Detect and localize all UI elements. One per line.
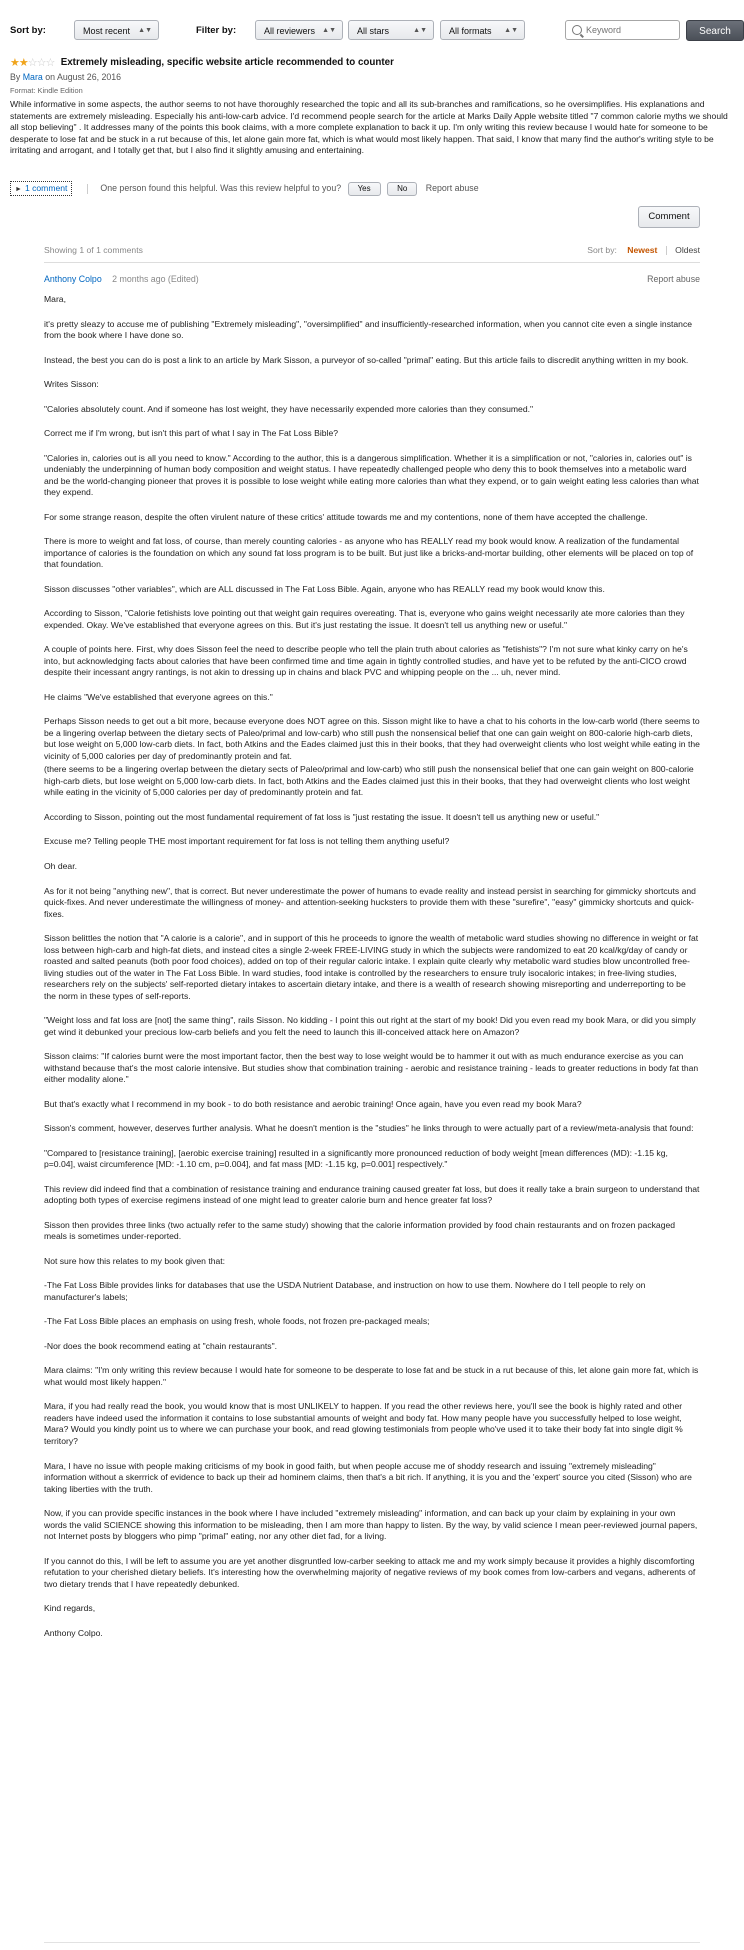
- chevron-updown-icon: ▲▼: [413, 27, 427, 34]
- divider: [666, 246, 667, 255]
- comment-paragraph: There is more to weight and fat loss, of course, than merely counting calories - as anyone who has REALLY read my book would know. A realization of the fundamental importance of calories is the foundation on which any sound fat loss program is to be built. But just like a bricks-and-mortar building, other elements will be placed on top of that foundation.: [44, 536, 694, 570]
- comment-paragraph: (there seems to be a lingering overlap between the dietary sects of Paleo/primal and low-carb) who still push the nonsensical belief that one can gain weight on 800-calorie high-carb diets, but lose weight on 5,000 low-carb diets. In fact, both Atkins and the Eades claimed just this in their books, that they had overweight clients who lost weight while eating in the vicinity of 5,000 calories per day of predominantly protein and fat.: [44, 764, 694, 798]
- comments-sort-label: Sort by:: [587, 245, 617, 255]
- star-empty-icon: ☆: [45, 57, 55, 69]
- comment-author-link[interactable]: Anthony Colpo: [44, 274, 102, 284]
- caret-right-icon: ►: [15, 186, 22, 193]
- comment-button[interactable]: Comment: [638, 206, 700, 228]
- filter-bar: [10, 18, 734, 44]
- comment-paragraph: If you cannot do this, I will be left to assume you are yet another disgruntled low-carber seeking to attack me and my work simply because it provides a highly discomforting refutation to your cherished dietary beliefs. It's interesting how the overwhelming majority of negative reviews of my book comes from low-carbers and vegans, adherents of two dietary trends that I have repeatedly debunked.: [44, 1555, 696, 1589]
- comments-count: 1 comment: [24, 183, 68, 193]
- comment-paragraph: This review did indeed find that a combination of resistance training and endurance training caused greater fat loss, but does it really take a brain surgeon to understand that adopting both types of exercise regimens instead of one might lead to greater calorie burn and hence greater fat loss?: [44, 1183, 700, 1206]
- review-format: Format: Kindle Edition: [10, 85, 83, 95]
- formats-select-value: All formats: [449, 26, 492, 36]
- divider: [44, 262, 700, 263]
- filter-label: Filter by:: [196, 25, 237, 36]
- stars-select[interactable]: [348, 20, 434, 40]
- helpful-text: One person found this helpful. Was this review helpful to you?: [100, 183, 342, 193]
- chevron-updown-icon: ▲▼: [322, 27, 336, 34]
- comment-paragraph: Kind regards,: [44, 1603, 96, 1614]
- star-rating: [10, 56, 54, 70]
- comments-count-text: Showing 1 of 1 comments: [44, 245, 143, 255]
- review-date: on August 26, 2016: [45, 72, 122, 83]
- stars-select-value: All stars: [357, 26, 390, 36]
- comment-paragraph: Mara,: [44, 294, 66, 304]
- comment-paragraph: "Calories absolutely count. And if someone has lost weight, they have necessarily expended more calories than they consumed.": [44, 403, 534, 414]
- comment-paragraph: Oh dear.: [44, 860, 77, 871]
- reviewers-select-value: All reviewers: [264, 26, 316, 36]
- comment-paragraph: A couple of points here. First, why does Sisson feel the need to describe people who tell the plain truth about calories as "fetishists"? I'm not sure what kinky carry on he's into, but acknowledging facts about calories that have been confirmed time and time again in tightly controlled studies, and have yet to be refuted by the anti-CICO crowd despite their incessant angry rantings, is not akin to dressing up in chains and black PVC and whipping people on the ... uh, never mind.: [44, 644, 688, 678]
- by-prefix: By: [10, 72, 21, 83]
- comment-paragraph: According to Sisson, pointing out the most fundamental requirement of fat loss is "just restating the issue. It doesn't tell us anything new or useful.": [44, 811, 600, 822]
- comment-paragraph: As for it not being "anything new", that is correct. But never underestimate the power of humans to evade reality and instead persist in searching for gimmicky shortcuts and quick-fixes. And never underestimate the willingness of money- and attention-seeking hucksters to provide them with these "surefire", "easy" gimmicky shortcuts and quick-fixes.: [44, 885, 696, 919]
- formats-select[interactable]: [440, 20, 525, 40]
- search-icon: [572, 25, 582, 35]
- comments-toggle-link[interactable]: [10, 181, 72, 196]
- comment-paragraph: For some strange reason, despite the often virulent nature of these critics' attitude towards me and my contentions, none of them have accepted the challenge.: [44, 511, 648, 522]
- comment-header: [44, 274, 700, 285]
- comment-paragraph: "Calories in, calories out is all you need to know." According to the author, this is a dangerous simplification. Whether it is a simplification or not, "calories in, calories out" is undeniably the underpinning of human body composition and weight status. I have repeatedly challenged people who deny this to book themselves into a metabolic ward and be the world-changing pioneer that proves it is possible to lose weight while eating more calories than what they expend, or to gain weight eating less calories than what they expend.: [44, 452, 699, 498]
- comments-count-row: [44, 245, 700, 256]
- review-body: While informative in some aspects, the author seems to not have thoroughly researched the topic and all its sub-branches and ramifications, so he oversimplifies. His explanations and statements are extremely misleading. Especially his anti-low-carb advice. I'd recommend people search for the article at Marks Daily Apple website titled "7 common calorie myths we should all stop believing" . It addresses many of the points this book claims, with a more complete explanation to back it up. I'm only writing this review because I would hate for someone to be desperate to lose fat and be stuck in a rut because of this, let alone gain more fat, which is what would most likely happen. That said, I know that many find the author's writing style to be irritating and arrogant, and I totally get that, but I also find it slightly amusing and entertaining.: [10, 99, 728, 156]
- comment-paragraph: -Nor does the book recommend eating at "chain restaurants".: [44, 1340, 278, 1351]
- comment-date: 2 months ago (Edited): [112, 274, 199, 284]
- comment-paragraph: Anthony Colpo.: [44, 1627, 103, 1638]
- sort-label: Sort by:: [10, 25, 46, 36]
- comment-paragraph: Now, if you can provide specific instances in the book where I have included "extremely misleading" information, and can back up your claim by explaining in your own words the valid SCIENCE showing this information to be misleading, then I am more than happy to listen. By the way, by valid science I mean peer-reviewed journal papers, not Internet posts by bloggers who pimp "primal" eating, nor any other diet fad, for a living.: [44, 1508, 698, 1542]
- comment-paragraph: Sisson then provides three links (two actually refer to the same study) showing that the calorie information provided by food chain restaurants and on frozen packaged meals is sometimes under-reported.: [44, 1219, 676, 1242]
- comment-paragraph: it's pretty sleazy to accuse me of publishing "Extremely misleading", "oversimplified" and insufficiently-researched information, when you cannot cite even a single instance from the book where I have done so.: [44, 318, 693, 341]
- comment-paragraph: Sisson's comment, however, deserves further analysis. What he doesn't mention is the "studies" he links through to were actually part of a review/meta-analysis that found:: [44, 1123, 694, 1134]
- star-empty-icon: ☆: [36, 57, 46, 69]
- sort-oldest-link[interactable]: Oldest: [675, 245, 700, 255]
- comment-paragraph: Sisson discusses "other variables", which are ALL discussed in The Fat Loss Bible. Again, anyone who has REALLY read my book would know this.: [44, 583, 605, 594]
- review-actions: [10, 181, 734, 196]
- review-byline: [10, 72, 734, 83]
- sort-select[interactable]: [74, 20, 159, 40]
- star-filled-icon: ★: [18, 57, 28, 69]
- comment-paragraph: -The Fat Loss Bible places an emphasis on using fresh, whole foods, not frozen pre-packaged meals;: [44, 1316, 430, 1327]
- comment-paragraph: Sisson belittles the notion that "A calorie is a calorie", and in support of this he proceeds to ignore the wealth of metabolic ward studies showing no difference in weight or fat loss between high-carb and high-fat diets, and instead cites a single 2-week FREE-LIVING study in which the subjects were randomized to eat 20 kcal/kg/day of candy or roasted and salted peanuts (both poor food choices), added on top of their regular caloric intake. I explain quite clearly why metabolic ward studies blow uncontrolled free-living studies out of the water in The Fat Loss Bible. In ward studies, food intake is controlled by the researchers to ensure truly isocaloric intakes; in free-living studies, researchers rely on the subjects' self-reported dietary intakes to ascertain dietary intake, and there is a wealth of research showing misreporting and underreporting to be the norm in these types of self-reports.: [44, 933, 699, 1001]
- review-author-link[interactable]: Mara: [22, 72, 43, 83]
- chevron-updown-icon: ▲▼: [504, 27, 518, 34]
- chevron-updown-icon: ▲▼: [138, 27, 152, 34]
- helpful-yes-button[interactable]: Yes: [348, 182, 381, 196]
- review-title[interactable]: Extremely misleading, specific website article recommended to counter: [60, 56, 394, 68]
- comment-paragraph: Mara, I have no issue with people making criticisms of my book in good faith, but when people accuse me of shoddy research and issuing "extremely misleading" information without a skerrrick of evidence to back up their ad hominem claims, then that's a bit rich. If anything, it is you and the 'expert' source you cited (Sisson) who are taking liberties with the truth.: [44, 1460, 692, 1494]
- sort-select-value: Most recent: [83, 26, 131, 36]
- comment-paragraph: Excuse me? Telling people THE most important requirement for fat loss is not telling them anything useful?: [44, 836, 450, 847]
- comment-paragraph: Not sure how this relates to my book given that:: [44, 1255, 226, 1266]
- star-filled-icon: ★: [10, 57, 19, 69]
- divider: [44, 1942, 700, 1943]
- comment-report-abuse-link[interactable]: Report abuse: [647, 274, 700, 284]
- comment-paragraph: Perhaps Sisson needs to get out a bit more, because everyone does NOT agree on this. Sisson might like to have a chat to his cohorts in the low-carb world (there seems to be a lingering overlap between the dietary sects of Paleo/primal and low-carb) who still push the nonsensical belief that one can gain weight on 800-calorie high-carb diets, but lose weight on 5,000 low-carb diets. In fact, both Atkins and the Eades claimed just this in their books, that they had overweight clients who lost weight while eating in the vicinity of 5,000 calories per day of predominantly protein and fat.: [44, 716, 700, 761]
- comment-paragraph: -The Fat Loss Bible provides links for databases that use the USDA Nutrient Database, and instruction on how to use them. Nowhere do I tell people to rely on manufacturer's labels;: [44, 1280, 646, 1302]
- comments-sort: [587, 245, 700, 256]
- comment-paragraph: Mara, if you had really read the book, you would know that is most UNLIKELY to happen. If you read the other reviews here, you'll see the book is highly rated and other readers have indeed used the information it contains to lose substantial amounts of weight and body fat. How many people have you successfully helped to lose weight, Mara? Would you kindly point us to where we can purchase your book, and read glowing testimonials from people who've used it to take their body fat into single digit % territory?: [44, 1401, 683, 1446]
- comment-paragraph: He claims "We've established that everyone agrees on this.": [44, 691, 273, 702]
- comment-body: [44, 294, 700, 1652]
- comment-paragraph: According to Sisson, "Calorie fetishists love pointing out that weight gain requires overeating. That is, everyone who gains weight necessarily ate more calories than they expended. Okay. We've established that everyone agrees on this. But it's just restating the issue. It doesn't tell us anything new or useful.": [44, 608, 685, 630]
- report-abuse-link[interactable]: Report abuse: [425, 183, 479, 193]
- search-button[interactable]: Search: [686, 20, 744, 41]
- comment-paragraph: Instead, the best you can do is post a link to an article by Mark Sisson, a purveyor of so-called "primal" eating. But this article fails to discredit anything written in my book.: [44, 354, 689, 365]
- sort-newest-link[interactable]: Newest: [627, 245, 658, 255]
- reviewers-select[interactable]: [255, 20, 343, 40]
- comment-paragraph: But that's exactly what I recommend in my book - to do both resistance and aerobic training! Once again, have you even read my book Mara?: [44, 1098, 582, 1109]
- keyword-input[interactable]: [586, 25, 674, 35]
- divider: [87, 184, 88, 194]
- helpful-no-button[interactable]: No: [387, 182, 417, 196]
- comment-paragraph: Mara claims: "I'm only writing this review because I would hate for someone to be desperate to lose fat and be stuck in a rut because of this, let alone gain more fat, which is what would most likely happen.": [44, 1365, 699, 1387]
- comment-paragraph: "Weight loss and fat loss are [not] the same thing", rails Sisson. No kidding - I point this out right at the start of my book! Did you even read my book Mara, or did you simply get wind it debunked your precious low-carb beliefs and you felt the need to launch this ill-conceived attack here on Amazon?: [44, 1015, 696, 1037]
- review: [10, 56, 734, 157]
- comment-paragraph: Writes Sisson:: [44, 379, 99, 390]
- star-empty-icon: ☆: [27, 57, 37, 69]
- comment-paragraph: "Compared to [resistance training], [aerobic exercise training] resulted in a significantly more pronounced reduction of body weight [mean differences (MD): -1.15 kg, p=0.04], waist circumference [MD: -1.10 cm, p=0.004], and fat mass [MD: -1.15 kg, p=0.001] respectively.": [44, 1147, 668, 1170]
- comment-paragraph: Sisson claims: "If calories burnt were the most important factor, then the best way to lose weight would be to hammer it out with as much endurance exercise as you can withstand because that's the most calorie intensive. But studies show that combination training - aerobic and resistance training - leads to greater reductions in body fat than either modality alone.": [44, 1051, 699, 1085]
- comment-paragraph: Correct me if I'm wrong, but isn't this part of what I say in The Fat Loss Bible?: [44, 428, 339, 439]
- keyword-search-box: [565, 20, 680, 40]
